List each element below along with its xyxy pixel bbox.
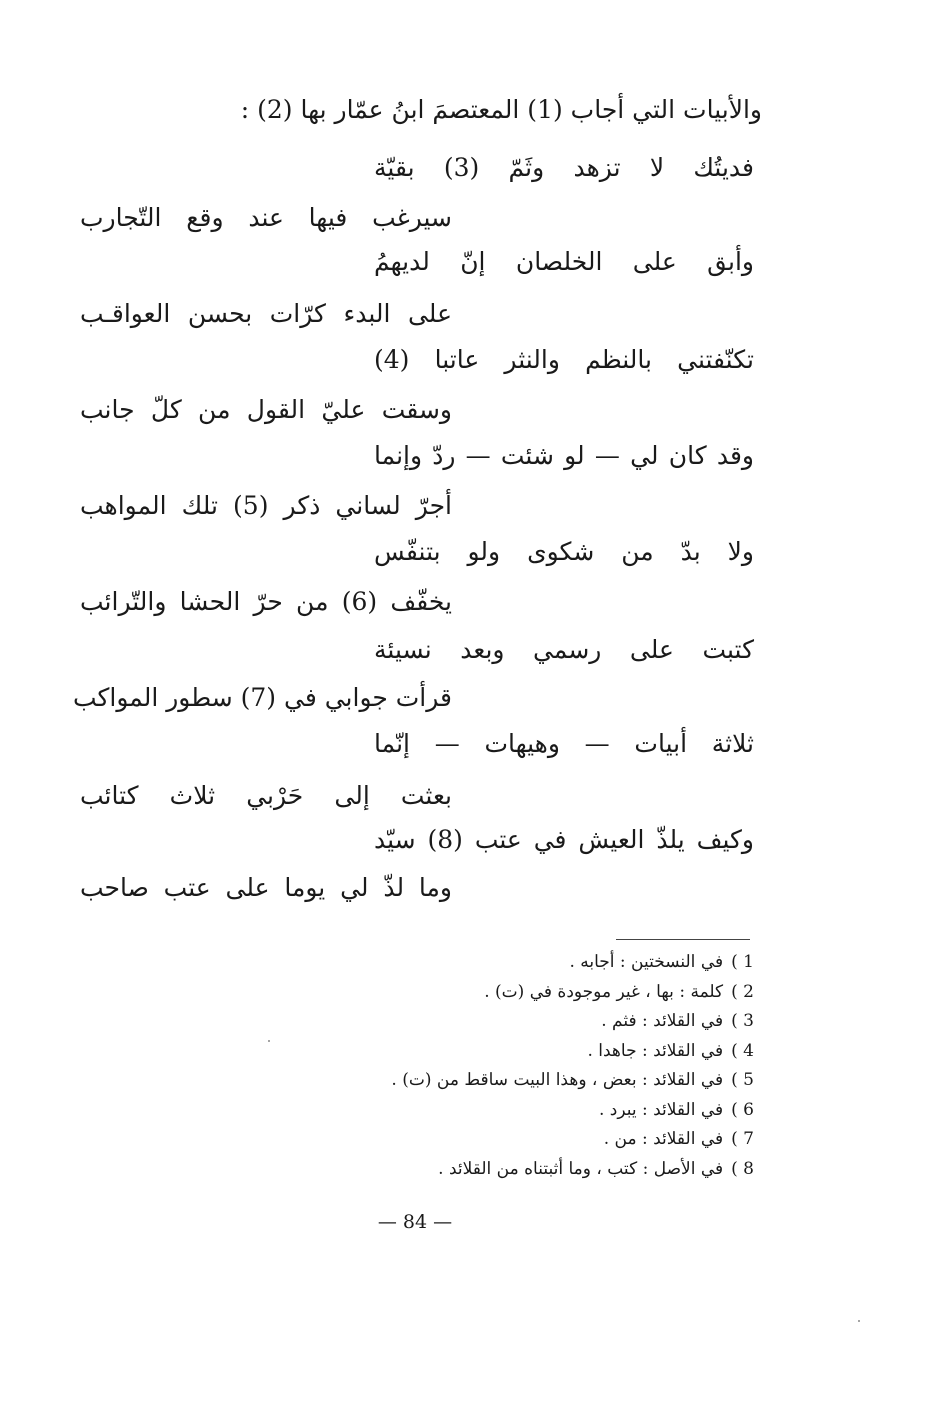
footnote-text: في الأصل : كتب ، وما أثبتناه من القلائد .	[438, 1158, 724, 1179]
verse-1-second-hemistich: سيرغب فيها عند وقع التّجارب	[80, 203, 452, 232]
verse-6-second-hemistich: قرأت جوابي في (7) سطور المواكب	[72, 683, 452, 712]
footnote-text: في القلائد : فثم .	[601, 1011, 724, 1031]
footnote-number: 6 )	[731, 1099, 754, 1120]
footnote-text: في القلائد : يبرد .	[598, 1099, 724, 1120]
page-number: — 84 —	[377, 1211, 453, 1233]
footnote-3	[194, 1007, 754, 1037]
footnote-number: 5 )	[731, 1070, 754, 1090]
verse-4-second-hemistich: أجرّ لساني ذكر (5) تلك المواهب	[80, 491, 452, 520]
footnote-number: 2 )	[731, 981, 754, 1002]
verse-3-second-hemistich: وسقت عليّ القول من كلّ جانب	[80, 395, 452, 424]
scan-speck	[268, 1040, 270, 1042]
footnote-number: 1 )	[731, 952, 754, 972]
footnotes	[194, 948, 754, 1184]
footnote-separator	[616, 939, 750, 940]
footnote-2	[194, 978, 754, 1008]
intro-line: والأبيات التي أجاب (1) المعتصمَ ابنُ عمّار بها (2) :	[240, 95, 762, 124]
footnote-number: 3 )	[731, 1011, 754, 1031]
verse-7-second-hemistich: بعثت إلى حَرْبي ثلاث كتائب	[80, 781, 452, 810]
footnote-number: 4 )	[731, 1040, 754, 1061]
verse-6-first-hemistich: كتبت على رسمي وبعد نسيئة	[374, 635, 754, 664]
footnote-text: في النسختين : أجابه .	[569, 952, 724, 972]
verse-1-first-hemistich: فديتُك لا تزهد وثَمّ (3) بقيّة	[374, 153, 754, 182]
verse-2-first-hemistich: وأبق على الخلصان إنّ لديهمُ	[374, 247, 754, 276]
footnote-text: في القلائد : من .	[603, 1129, 724, 1149]
verse-4-first-hemistich: وقد كان لي — لو شئت — ردّ وإنما	[374, 441, 754, 470]
footnote-8	[194, 1155, 754, 1185]
verse-8-first-hemistich: وكيف يلذّ العيش في عتب (8) سيّد	[374, 825, 754, 854]
footnote-number: 7 )	[731, 1129, 754, 1149]
footnote-4	[194, 1037, 754, 1067]
footnote-5	[194, 1066, 754, 1096]
scan-speck	[858, 1320, 860, 1322]
verse-5-second-hemistich: يخفّف (6) من حرّ الحشا والتّرائب	[80, 587, 452, 616]
verse-3-first-hemistich: تكنّفتني بالنظم والنثر عاتبا (4)	[374, 345, 754, 374]
verse-2-second-hemistich: على البدء كرّات بحسن العواقـب	[80, 299, 452, 328]
footnote-text: في القلائد : بعض ، وهذا البيت ساقط من (ت) .	[391, 1070, 724, 1090]
footnote-text: كلمة : بها ، غير موجودة في (ت) .	[484, 981, 724, 1002]
footnote-6	[194, 1096, 754, 1126]
footnote-7	[194, 1125, 754, 1155]
verse-7-first-hemistich: ثلاثة أبيات — وهيهات — إنّما	[374, 729, 754, 758]
footnote-number: 8 )	[731, 1158, 754, 1179]
verse-8-second-hemistich: وما لذّ لي يوما على عتب صاحب	[80, 873, 452, 902]
verse-5-first-hemistich: ولا بدّ من شكوى ولو بتنفّس	[374, 537, 754, 566]
footnote-text: في القلائد : جاهدا .	[587, 1040, 724, 1061]
footnote-1	[194, 948, 754, 978]
